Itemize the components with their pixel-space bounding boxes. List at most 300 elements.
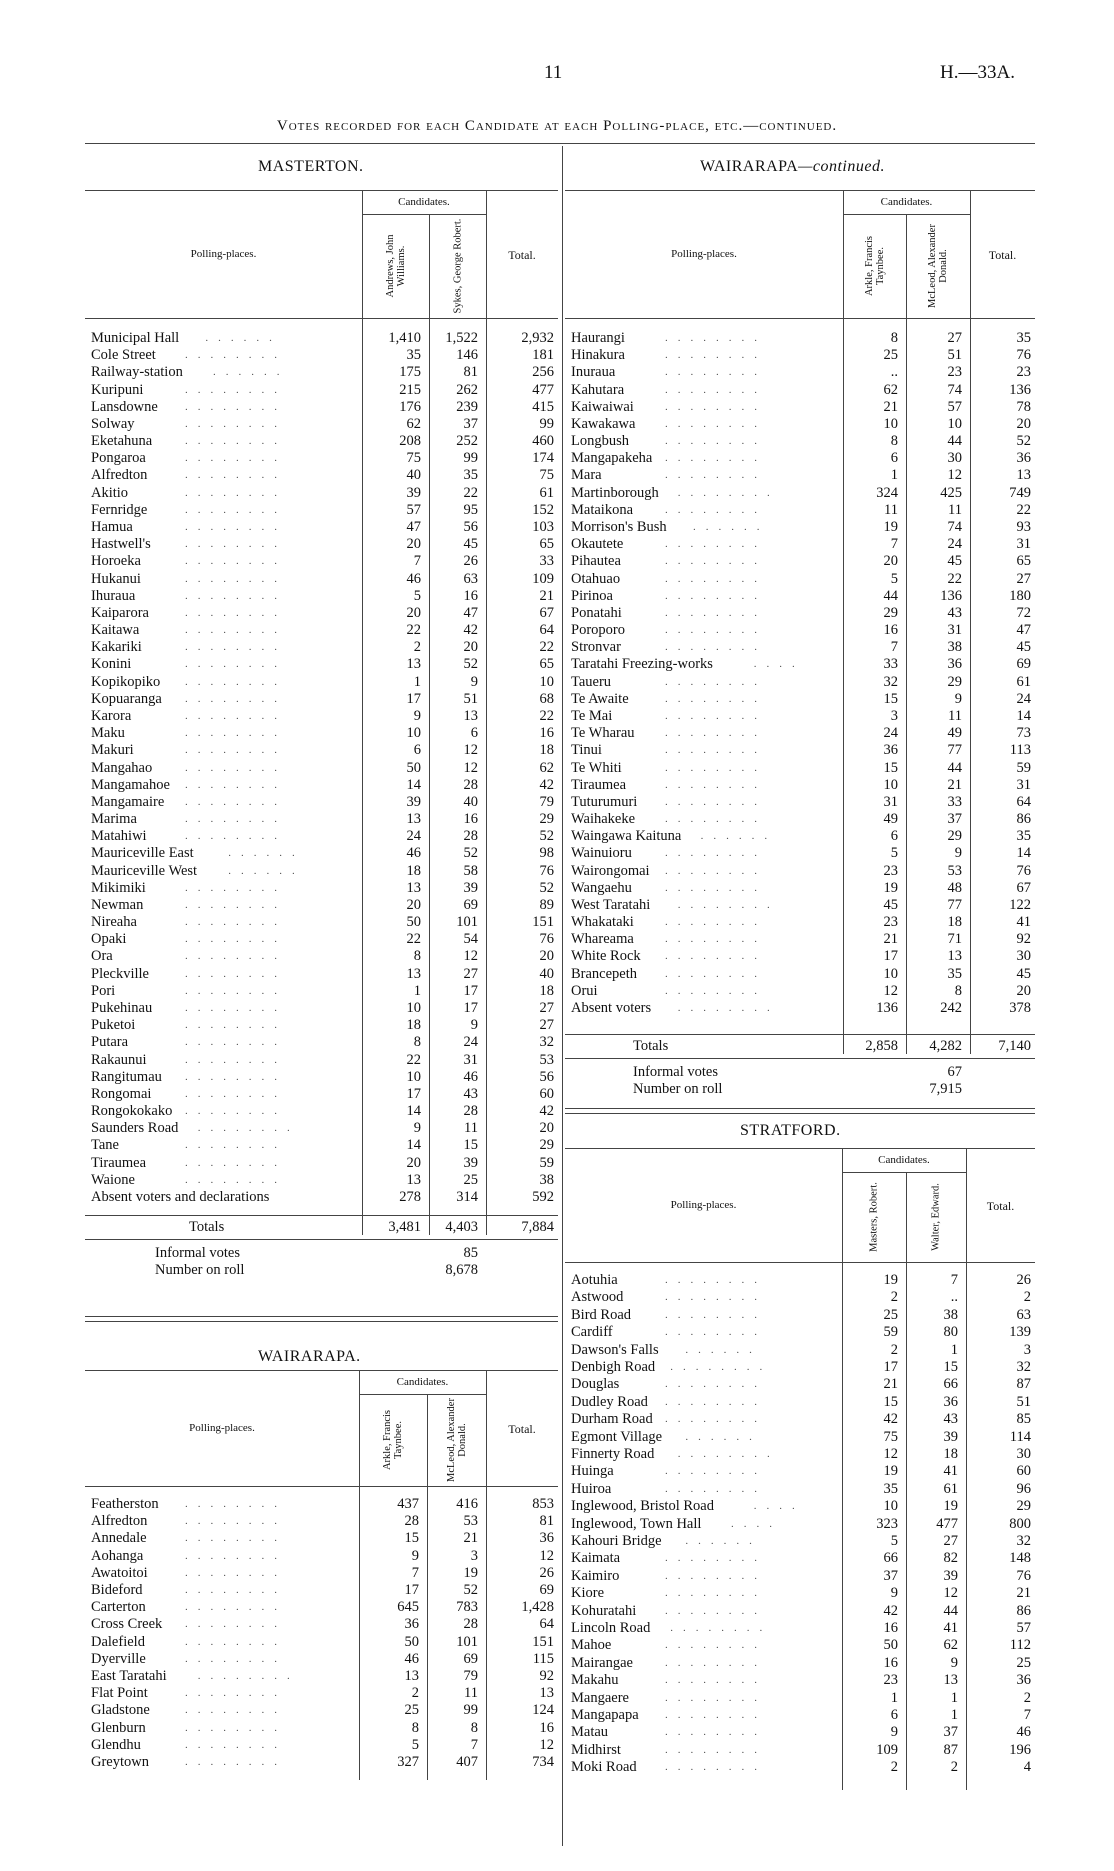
stratford-row (565, 1307, 1035, 1324)
wairarapa2-row-total: 20 (1016, 415, 1031, 432)
masterton-row (85, 742, 558, 759)
masterton-row-total: 99 (539, 415, 554, 432)
masterton-polling-place: Kopikopiko (91, 673, 161, 690)
masterton-polling-place: Tane (91, 1137, 119, 1154)
masterton-candidate-1-votes: 13 (406, 965, 421, 982)
masterton-candidate-1-votes: 215 (399, 381, 421, 398)
wairarapa2-polling-place: Waingawa Kaituna (571, 828, 682, 845)
stratford-polling-place: Inglewood, Bristol Road (571, 1498, 714, 1515)
stratford-row-total: 36 (1016, 1672, 1031, 1689)
stratford-polling-place: Douglas (571, 1376, 620, 1393)
wairarapa1-candidate-2-votes: 416 (456, 1496, 478, 1512)
wairarapa1-row-total: 64 (539, 1616, 554, 1633)
wairarapa1-row (85, 1513, 558, 1530)
masterton-candidate-2-votes: 95 (463, 501, 478, 518)
masterton-polling-place: Kakariki (91, 639, 142, 656)
leader-dots: ........ (665, 1308, 767, 1321)
leader-dots: ........ (185, 1652, 287, 1665)
leader-dots: ........ (185, 589, 287, 602)
leader-dots: ........ (185, 486, 287, 499)
masterton-row (85, 828, 558, 845)
masterton-row (85, 502, 558, 519)
wairarapa2-candidate-1-votes: 21 (883, 398, 898, 415)
wairarapa2-polling-place: Te Whiti (571, 759, 622, 776)
stratford-row (565, 1324, 1035, 1341)
wairarapa2-polling-place: Whakataki (571, 914, 634, 931)
wairarapa2-candidate-2-votes: 13 (947, 948, 962, 965)
stratford-total-header: Total. (986, 1199, 1015, 1213)
wairarapa2-candidate-1-votes: 7 (890, 536, 898, 553)
stratford-header-top-rule (565, 1148, 1035, 1149)
masterton-polling-place: Ihuraua (91, 587, 136, 604)
wairarapa2-row-total: 78 (1016, 398, 1031, 415)
stratford-polling-place: Mangaere (571, 1689, 629, 1706)
wairarapa1-polling-place: Cross Creek (91, 1616, 163, 1633)
masterton-row (85, 588, 558, 605)
wairarapa2-polling-place: Okautete (571, 536, 624, 553)
leader-dots: ........ (665, 1674, 767, 1687)
stratford-candidate-2-votes: 15 (943, 1359, 958, 1375)
wairarapa1-candidate-1: Arkle, Francis Taynbee. (382, 1409, 404, 1471)
stratford-candidate-2-votes: .. (950, 1289, 958, 1306)
masterton-polling-place: Hukanui (91, 570, 141, 587)
leader-dots: ........ (665, 1274, 767, 1286)
stratford-row (565, 1603, 1035, 1620)
wairarapa1-candidate-1-votes: 46 (404, 1650, 419, 1667)
leader-dots: ........ (185, 1532, 287, 1545)
wairarapa2-polling-place: Orui (571, 982, 598, 999)
stratford-row (565, 1498, 1035, 1515)
stratford-row-total: 148 (1009, 1550, 1031, 1567)
wairarapa2-candidate-2-votes: 10 (947, 415, 962, 432)
leader-dots: ........ (185, 795, 287, 808)
masterton-row-total: 18 (539, 742, 554, 759)
masterton-candidate-1-votes: 39 (406, 484, 421, 501)
wairarapa2-polling-place: Wainuioru (571, 845, 632, 862)
wairarapa2-body-bottom-rule (565, 1034, 1035, 1035)
masterton-candidate-1-votes: 40 (406, 467, 421, 484)
leader-dots: ........ (665, 1709, 767, 1721)
wairarapa2-candidate-2-votes: 11 (948, 707, 962, 724)
leader-dots: ........ (185, 1618, 287, 1631)
leader-dots: ...... (693, 520, 770, 533)
masterton-candidate-1-votes: 1 (413, 673, 421, 690)
wairarapa2-candidate-1-votes: 11 (884, 501, 898, 518)
stratford-candidate-1-votes: 1 (890, 1689, 898, 1706)
wairarapa2-candidate-2-votes: 27 (947, 330, 962, 346)
leader-dots: ........ (185, 744, 287, 757)
masterton-row-total: 16 (539, 725, 554, 742)
masterton-candidate-2-votes: 252 (456, 433, 478, 450)
stratford-candidates-header: Candidates. (878, 1154, 930, 1166)
wairarapa2-header-top-rule (565, 190, 1035, 191)
wairarapa2-candidate-2-votes: 44 (947, 433, 962, 450)
masterton-row (85, 914, 558, 931)
masterton-candidate-2-votes: 16 (463, 811, 478, 828)
leader-dots: ........ (665, 795, 767, 808)
wairarapa1-candidate-2-votes: 53 (463, 1513, 478, 1530)
document-reference: H.—33A. (940, 62, 1015, 83)
masterton-candidate-1-votes: 176 (399, 398, 421, 415)
wairarapa1-row-total: 124 (532, 1702, 554, 1719)
stratford-polling-place: Lincoln Road (571, 1620, 651, 1636)
masterton-candidate-1-votes: 20 (406, 604, 421, 621)
masterton-row-total: 256 (532, 364, 554, 381)
wairarapa2-totals-grand: 7,140 (998, 1038, 1031, 1054)
leader-dots: ........ (665, 538, 767, 551)
masterton-polling-place: Tiraumea (91, 1154, 147, 1171)
wairarapa1-row (85, 1702, 558, 1719)
wairarapa2-informal-label: Informal votes (633, 1064, 718, 1080)
wairarapa1-polling-place: Glenburn (91, 1719, 146, 1736)
leader-dots: ........ (185, 1721, 287, 1734)
wairarapa2-candidate-1-votes: 19 (883, 879, 898, 896)
wairarapa1-candidate-2-votes: 11 (464, 1685, 478, 1702)
masterton-candidate-1-votes: 75 (406, 450, 421, 467)
wairarapa2-row-total: 41 (1016, 914, 1031, 931)
masterton-polling-place: Rangitumau (91, 1068, 162, 1085)
masterton-total-header: Total. (508, 248, 536, 262)
leader-dots: ...... (685, 1430, 762, 1443)
leader-dots: ........ (185, 1601, 287, 1614)
stratford-candidate-2-votes: 37 (943, 1724, 958, 1741)
masterton-candidate-1-votes: 6 (413, 742, 421, 759)
masterton-candidate-2-votes: 9 (470, 673, 478, 690)
stratford-candidate-1-votes: 75 (883, 1428, 898, 1445)
masterton-candidate-2-votes: 262 (456, 381, 478, 398)
stratford-candidate-2-votes: 13 (943, 1672, 958, 1689)
wairarapa2-row-total: 47 (1016, 622, 1031, 639)
wairarapa1-candidate-1-votes: 437 (397, 1496, 419, 1512)
wairarapa2-candidate-2-votes: 23 (947, 364, 962, 381)
masterton-row-total: 76 (539, 862, 554, 879)
wairarapa2-polling-place: Te Awaite (571, 690, 629, 707)
leader-dots: ........ (185, 1756, 287, 1768)
masterton-polling-place: Pukehinau (91, 1000, 153, 1017)
wairarapa1-row-total: 16 (539, 1719, 554, 1736)
masterton-row-total: 67 (539, 604, 554, 621)
leader-dots: ........ (665, 675, 767, 688)
wairarapa2-row (565, 691, 1035, 708)
wairarapa1-row-total: 853 (532, 1496, 554, 1512)
masterton-row (85, 1052, 558, 1069)
masterton-row-total: 53 (539, 1051, 554, 1068)
wairarapa2-candidate-2-votes: 24 (947, 536, 962, 553)
stratford-row (565, 1672, 1035, 1689)
leader-dots: .... (753, 1500, 805, 1513)
wairarapa2-candidate-2-votes: 35 (947, 965, 962, 982)
leader-dots: ........ (185, 933, 287, 946)
wairarapa1-row (85, 1530, 558, 1547)
stratford-row-total: 2 (1023, 1289, 1031, 1306)
masterton-candidate-2-votes: 81 (463, 364, 478, 381)
wairarapa2-row-total: 23 (1016, 364, 1031, 381)
leader-dots: ........ (665, 967, 767, 980)
wairarapa2-candidate-2-votes: 22 (947, 570, 962, 587)
masterton-polling-place: Matahiwi (91, 828, 147, 845)
leader-dots: ........ (185, 898, 287, 911)
masterton-row (85, 605, 558, 622)
wairarapa2-row-total: 92 (1016, 931, 1031, 948)
masterton-candidate-2-votes: 42 (463, 622, 478, 639)
wairarapa1-polling-place: Annedale (91, 1530, 147, 1547)
wairarapa1-candidate-2-votes: 28 (463, 1616, 478, 1633)
wairarapa2-polling-place: Pihautea (571, 553, 621, 570)
masterton-polling-place: Mikimiki (91, 879, 146, 896)
wairarapa2-row-total: 122 (1009, 896, 1031, 913)
masterton-roll-value: 8,678 (445, 1262, 478, 1278)
stratford-row-total: 196 (1009, 1741, 1031, 1758)
wairarapa1-candidate-2-votes: 783 (456, 1599, 478, 1616)
masterton-row-total: 79 (539, 793, 554, 810)
leader-dots: ........ (665, 727, 767, 740)
masterton-row-total: 103 (532, 518, 554, 535)
masterton-candidate-1-votes: 17 (406, 690, 421, 707)
leader-dots: ........ (185, 1019, 287, 1032)
leader-dots: ........ (185, 709, 287, 722)
masterton-candidate-2-votes: 16 (463, 587, 478, 604)
wairarapa2-candidate-1-votes: 8 (890, 433, 898, 450)
wairarapa1-polling-place: Awatoitoi (91, 1564, 148, 1581)
stratford-row (565, 1655, 1035, 1672)
stratford-row (565, 1289, 1035, 1306)
stratford-row (565, 1724, 1035, 1741)
stratford-candidate-2-votes: 39 (943, 1567, 958, 1584)
top-rule (85, 143, 1035, 144)
wairarapa1-header-top-rule (85, 1370, 558, 1371)
leader-dots: ........ (185, 1087, 287, 1100)
wairarapa2-row (565, 777, 1035, 794)
masterton-candidate-2-votes: 27 (463, 965, 478, 982)
wairarapa2-polling-place: Tuturumuri (571, 793, 638, 810)
masterton-row-total: 59 (539, 1154, 554, 1171)
wairarapa2-row-total: 64 (1016, 793, 1031, 810)
leader-dots: ........ (185, 1738, 287, 1751)
leader-dots: ........ (185, 830, 287, 843)
leader-dots: ........ (185, 813, 287, 826)
masterton-candidate-2-votes: 22 (463, 484, 478, 501)
masterton-candidate-1-votes: 14 (406, 776, 421, 793)
masterton-candidate-2-votes: 45 (463, 536, 478, 553)
leader-dots: ........ (665, 641, 767, 654)
masterton-polling-place: Mangamahoe (91, 776, 170, 793)
masterton-row-total: 20 (539, 948, 554, 965)
masterton-row-total: 56 (539, 1068, 554, 1085)
wairarapa2-row-total: 52 (1016, 433, 1031, 450)
leader-dots: ...... (700, 830, 778, 843)
wairarapa2-title-continued: —continued. (798, 158, 885, 175)
section-separator-left-2 (85, 1321, 558, 1322)
wairarapa1-row (85, 1548, 558, 1565)
wairarapa2-row-total: 22 (1016, 501, 1031, 518)
wairarapa2-row-total: 36 (1016, 450, 1031, 467)
wairarapa2-row (565, 725, 1035, 742)
stratford-polling-place: Mangapapa (571, 1707, 639, 1723)
stratford-candidate-2-votes: 2 (950, 1759, 958, 1776)
leader-dots: ........ (665, 744, 767, 757)
leader-dots: ........ (185, 950, 287, 963)
stratford-row (565, 1481, 1035, 1498)
stratford-row-total: 96 (1016, 1480, 1031, 1497)
wairarapa2-row (565, 674, 1035, 691)
stratford-polling-place: Dawson's Falls (571, 1341, 659, 1358)
masterton-row (85, 691, 558, 708)
masterton-candidate-2-votes: 28 (463, 828, 478, 845)
stratford-polling-place: Moki Road (571, 1759, 637, 1776)
leader-dots: ........ (665, 1552, 767, 1565)
masterton-polling-place: Kuripuni (91, 381, 144, 398)
wairarapa1-polling-place: Aohanga (91, 1547, 144, 1564)
leader-dots: ........ (665, 1395, 767, 1408)
stratford-candidate-1-votes: 25 (883, 1306, 898, 1323)
stratford-row (565, 1342, 1035, 1359)
wairarapa2-candidate-1-votes: 25 (883, 347, 898, 364)
masterton-totals-label: Totals (189, 1219, 225, 1235)
stratford-candidate-1-votes: 15 (883, 1393, 898, 1410)
wairarapa2-candidate-2-votes: 43 (947, 604, 962, 621)
masterton-row (85, 450, 558, 467)
wairarapa2-polling-place: Whareama (571, 931, 634, 948)
stratford-row-total: 800 (1009, 1515, 1031, 1532)
wairarapa2-polling-place: Morrison's Bush (571, 518, 667, 535)
stratford-polling-place: Denbigh Road (571, 1359, 656, 1375)
masterton-row-total: 65 (539, 656, 554, 673)
wairarapa2-row-total: 61 (1016, 673, 1031, 690)
leader-dots: ........ (665, 984, 767, 997)
masterton-row-total: 33 (539, 553, 554, 570)
leader-dots: ........ (185, 727, 287, 740)
wairarapa2-row-total: 67 (1016, 879, 1031, 896)
masterton-candidate-1-votes: 9 (413, 707, 421, 724)
stratford-header-bottom-rule (565, 1262, 1035, 1263)
wairarapa2-candidate-1-votes: 3 (890, 707, 898, 724)
masterton-row (85, 983, 558, 1000)
masterton-row (85, 897, 558, 914)
masterton-candidate-2-votes: 43 (463, 1085, 478, 1102)
leader-dots: ........ (665, 1743, 767, 1756)
masterton-polling-place: Municipal Hall (91, 330, 180, 346)
masterton-candidate-2-votes: 12 (463, 759, 478, 776)
masterton-polling-place: Maku (91, 725, 125, 742)
wairarapa1-candidate-1-votes: 36 (404, 1616, 419, 1633)
wairarapa2-row (565, 502, 1035, 519)
wairarapa2-row-total: 180 (1009, 587, 1031, 604)
wairarapa2-candidate-1-votes: 17 (883, 948, 898, 965)
wairarapa2-row-total: 14 (1016, 707, 1031, 724)
wairarapa1-candidate-1-votes: 50 (404, 1633, 419, 1650)
masterton-candidate-1-votes: 8 (413, 1034, 421, 1051)
wairarapa2-polling-place: Kawakawa (571, 415, 636, 432)
wairarapa1-candidate-1-votes: 17 (404, 1582, 419, 1598)
stratford-polling-place: Cardiff (571, 1324, 613, 1341)
masterton-candidate-1-votes: 278 (399, 1189, 421, 1205)
wairarapa2-polling-place: Tiraumea (571, 776, 627, 793)
leader-dots: ...... (685, 1343, 762, 1356)
masterton-row-total: 477 (532, 381, 554, 398)
wairarapa1-polling-place: Alfredton (91, 1513, 148, 1530)
masterton-header-top-rule (85, 190, 558, 191)
wairarapa2-candidate-1-votes: 31 (883, 793, 898, 810)
wairarapa2-row (565, 485, 1035, 502)
leader-dots: ........ (185, 349, 287, 362)
wairarapa2-row (565, 399, 1035, 416)
masterton-row-total: 75 (539, 467, 554, 484)
masterton-candidate-1-votes: 35 (406, 347, 421, 364)
masterton-row-total: 181 (532, 347, 554, 364)
leader-dots: ........ (665, 1604, 767, 1617)
wairarapa2-polling-place: Taueru (571, 673, 612, 690)
stratford-row (565, 1429, 1035, 1446)
wairarapa2-row (565, 605, 1035, 622)
wairarapa2-total-header: Total. (988, 248, 1017, 262)
wairarapa1-candidate-1-votes: 5 (411, 1736, 419, 1753)
wairarapa2-candidate-1-votes: 16 (883, 622, 898, 639)
leader-dots: ........ (665, 813, 767, 826)
masterton-row (85, 347, 558, 364)
masterton-candidate-2-votes: 314 (456, 1189, 478, 1205)
wairarapa2-candidate-1: Arkle, Francis Taynbee. (863, 235, 886, 297)
section-separator-right (565, 1108, 1035, 1109)
stratford-candidate-1-votes: 323 (876, 1515, 898, 1532)
wairarapa1-row-total: 36 (539, 1530, 554, 1547)
wairarapa1-polling-place: Carterton (91, 1599, 146, 1616)
stratford-row-total: 57 (1016, 1620, 1031, 1636)
masterton-totals-candidate-1: 3,481 (388, 1219, 421, 1235)
wairarapa2-row (565, 983, 1035, 1000)
wairarapa2-informal-value: 67 (947, 1064, 962, 1080)
wairarapa1-polling-place: Bideford (91, 1582, 143, 1598)
wairarapa2-candidate-1-votes: 6 (890, 828, 898, 845)
section-separator-right-2 (565, 1113, 1035, 1114)
stratford-candidate-1-votes: 66 (883, 1550, 898, 1567)
wairarapa2-row (565, 914, 1035, 931)
leader-dots: ........ (665, 572, 767, 585)
leader-dots: ........ (665, 1482, 767, 1495)
masterton-candidate-2-votes: 11 (464, 1120, 478, 1137)
masterton-candidate-1-votes: 20 (406, 896, 421, 913)
leader-dots: ........ (665, 847, 767, 860)
stratford-candidate-2-votes: 62 (943, 1637, 958, 1654)
wairarapa1-polling-place: East Taratahi (91, 1668, 167, 1684)
masterton-row (85, 433, 558, 450)
leader-dots: ...... (228, 847, 305, 860)
wairarapa1-row-total: 26 (539, 1564, 554, 1581)
stratford-row (565, 1550, 1035, 1567)
wairarapa2-polling-place: Mara (571, 467, 602, 484)
wairarapa2-candidate-1-votes: 44 (883, 587, 898, 604)
leader-dots: ........ (677, 898, 780, 911)
wairarapa2-row-total: 13 (1016, 467, 1031, 484)
wairarapa2-candidate-1-votes: 62 (883, 381, 898, 398)
masterton-candidate-2-votes: 58 (463, 862, 478, 879)
leader-dots: ........ (185, 1704, 287, 1717)
masterton-row (85, 1103, 558, 1120)
wairarapa2-row (565, 553, 1035, 570)
masterton-row-total: 27 (539, 1017, 554, 1034)
masterton-candidate-1-votes: 47 (406, 518, 421, 535)
masterton-candidate-2-votes: 20 (463, 639, 478, 656)
masterton-polling-place: Makuri (91, 742, 134, 759)
stratford-candidate-2-votes: 1 (950, 1689, 958, 1706)
leader-dots: ........ (185, 1566, 287, 1579)
masterton-row (85, 948, 558, 965)
wairarapa2-row (565, 433, 1035, 450)
wairarapa2-row (565, 450, 1035, 467)
leader-dots: .... (731, 1517, 782, 1530)
masterton-candidate-2-votes: 28 (463, 776, 478, 793)
masterton-candidate-1-votes: 8 (413, 948, 421, 965)
wairarapa2-row-total: 93 (1016, 518, 1031, 535)
